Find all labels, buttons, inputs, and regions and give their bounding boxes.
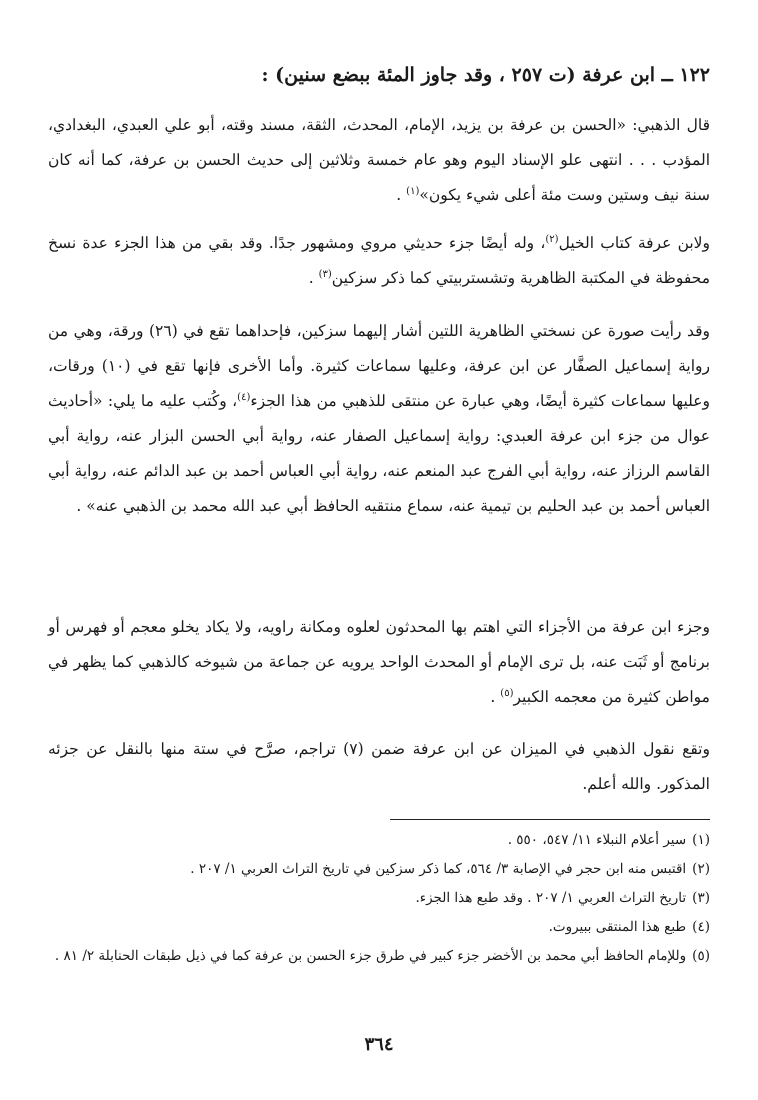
entry-heading: ١٢٢ ــ ابن عرفة (ت ٢٥٧ ، وقد جاوز المئة ببضع سنين) : — [261, 64, 710, 86]
footnote-2 — [48, 855, 710, 884]
paragraph-5 — [48, 732, 710, 802]
page-number: ٣٦٤ — [364, 1034, 394, 1055]
paragraph-1 — [48, 108, 710, 213]
footnote-number: (٥) — [692, 948, 710, 964]
paragraph-1-text: قال الذهبي: «الحسن بن عرفة بن يزيد، الإمام، المحدث، الثقة، مسند وقته، أبو علي العبدي، البغدادي، المؤدب . . . انتهى علو الإسناد اليوم وهو عام خمسة وثلاثين إلى حديث الحسن بن عرفة، كما أنه كان سنة نيف وستين وست مئة أعلى شيء يكون» — [48, 116, 710, 204]
footnote-text: اقتبس منه ابن حجر في الإصابة ٣/ ٥٦٤، كما ذكر سزكين في تاريخ التراث العربي ١/ ٢٠٧ . — [190, 861, 687, 877]
footnote-text: تاريخ التراث العربي ١/ ٢٠٧ . وقد طبع هذا الجزء. — [415, 890, 687, 906]
paragraph-4-text: وجزء ابن عرفة من الأجزاء التي اهتم بها المحدثون لعلوه ومكانة راويه، ولا يكاد يخلو معجم أو فهرس أو برنامج أو ثَبَت عنه، بل ترى الإمام أو المحدث الواحد يرويه عن جماعة من شيوخه كالذهبي كما يظهر في مواطن كثيرة من معجمه الكبير — [48, 618, 710, 706]
paragraph-1-end: . — [396, 186, 407, 204]
paragraph-4 — [48, 610, 710, 715]
footnote-ref-2: (٢) — [545, 233, 559, 245]
paragraph-3 — [48, 314, 710, 524]
footnote-ref-5: (٥) — [500, 687, 514, 699]
footnote-ref-4: (٤) — [237, 391, 251, 403]
footnote-number: (٤) — [692, 919, 710, 935]
footnote-ref-3: (٣) — [318, 268, 332, 280]
footnote-text: طبع هذا المنتقى ببيروت. — [548, 919, 687, 935]
footnote-number: (٣) — [692, 890, 710, 906]
paragraph-2-mid: ، وله أيضًا جزء حديثي مروي ومشهور جدًا. وقد بقي من هذا الجزء عدة نسخ محفوظة في المكتبة الظاهرية وتشستربيتي كما ذكر سزكين — [48, 234, 710, 287]
paragraph-3-mid: ، وكُتب عليه ما يلي: «أحاديث عوال من جزء ابن عرفة العبدي: رواية إسماعيل الصفار عنه، رواية أبي الحسن البزار عنه، رواية أبي القاسم الرزاز عنه، رواية أبي الفرج عبد المنعم عنه، رواية أبي العباس أحمد بن عبد الدائم عنه، رواية أبي العباس أحمد بن عبد الحليم بن تيمية عنه، سماع منتقيه الحافظ أبي عبد الله محمد بن الذهبي عنه» . — [48, 392, 710, 515]
paragraph-3-start: وقد رأيت صورة عن نسختي الظاهرية اللتين أشار إليهما سزكين، فإحداهما تقع في (٢٦) ورقة، وهي من رواية إسماعيل الصفَّار عن ابن عرفة، وعليها سماعات كثيرة. وأما الأخرى فإنها تقع في (١٠) ورقات، وعليها سماعات كثيرة أيضًا، وهي عبارة عن منتقى للذهبي من هذا الجزء — [48, 322, 710, 410]
footnote-number: (١) — [692, 832, 710, 848]
footnote-text: سير أعلام النبلاء ١١/ ٥٤٧، ٥٥٠ . — [507, 832, 687, 848]
footnote-ref-1: (١) — [406, 185, 420, 197]
paragraph-2 — [48, 226, 710, 296]
paragraph-2-end: . — [308, 269, 319, 287]
footnote-divider — [390, 819, 710, 820]
footnote-4 — [48, 913, 710, 942]
footnote-number: (٢) — [692, 861, 710, 877]
footnotes — [48, 826, 710, 971]
footnote-1 — [48, 826, 710, 855]
paragraph-4-end: . — [490, 688, 501, 706]
footnote-3 — [48, 884, 710, 913]
footnote-5 — [48, 942, 710, 971]
footnote-text: وللإمام الحافظ أبي محمد بن الأخضر جزء كبير في طرق جزء الحسن بن عرفة كما في ذيل طبقات الحنابلة ٢/ ٨١ . — [54, 948, 687, 964]
paragraph-2-start: ولابن عرفة كتاب الخيل — [558, 234, 711, 252]
paragraph-5-text: وتقع نقول الذهبي في الميزان عن ابن عرفة ضمن (٧) تراجم، صرَّح في ستة منها بالنقل عن جزئه المذكور. والله أعلم. — [48, 740, 710, 793]
